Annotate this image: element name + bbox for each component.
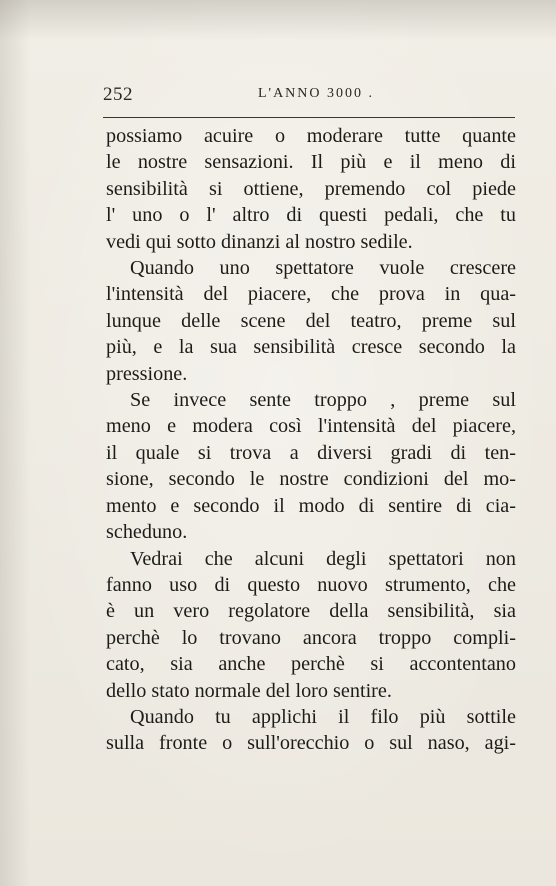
text-line: il quale si trova a diversi gradi di ten- (106, 441, 516, 464)
text-line: è un vero regolatore della sensibilità, sia (106, 600, 516, 623)
text-line: mento e secondo il modo di sentire di cia- (106, 494, 516, 517)
text-line: vedi qui sotto dinanzi al nostro sedile. (106, 230, 413, 253)
page-number: 252 (103, 84, 133, 105)
paragraph-first-line: Quando uno spettatore vuole crescere (130, 257, 516, 280)
scan-shadow-top (0, 0, 556, 40)
text-line: fanno uso di questo nuovo strumento, che (106, 573, 516, 596)
body-text (106, 123, 516, 757)
text-line: pressione. (106, 362, 188, 385)
paragraph-first-line: Quando tu applichi il filo più sottile (130, 705, 516, 728)
text-line: sensibilità si ottiene, premendo col piede (106, 177, 516, 200)
text-line: dello stato normale del loro sentire. (106, 679, 392, 702)
text-line: cato, sia anche perchè si accontentano (106, 653, 516, 676)
text-line: perchè lo trovano ancora troppo compli- (106, 626, 516, 649)
text-line: lunque delle scene del teatro, preme sul (106, 309, 516, 332)
text-line: scheduno. (106, 521, 188, 544)
text-line: possiamo acuire o moderare tutte quante (106, 125, 516, 147)
header-rule (103, 117, 515, 118)
scan-shadow-left (0, 0, 30, 886)
text-line: più, e la sua sensibilità cresce secondo la (106, 336, 516, 359)
text-line: l'intensità del piacere, che prova in qua- (106, 283, 516, 306)
running-title: L'ANNO 3000 . (258, 86, 375, 101)
text-line: l' uno o l' altro di questi pedali, che tu (106, 204, 516, 227)
text-line: sione, secondo le nostre condizioni del mo- (106, 468, 516, 491)
running-head (103, 80, 513, 106)
text-line: sulla fronte o sull'orecchio o sul naso, agi- (106, 732, 516, 755)
text-line: meno e modera così l'intensità del piacere, (106, 415, 516, 438)
paragraph-first-line: Se invece sente troppo , preme sul (130, 389, 516, 412)
text-line: le nostre sensazioni. Il più e il meno di (106, 151, 516, 174)
paragraph-first-line: Vedrai che alcuni degli spettatori non (130, 547, 516, 570)
